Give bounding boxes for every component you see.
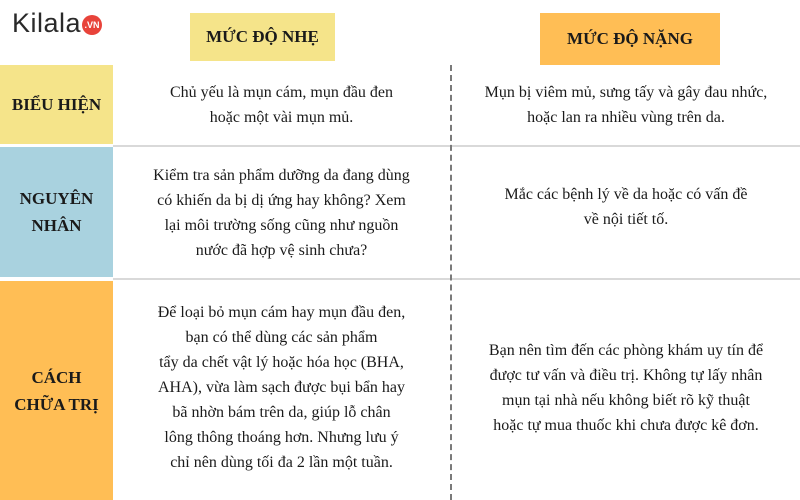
row-divider [113,278,800,280]
cell-treatment-severe-text: Bạn nên tìm đến các phòng khám uy tín để được tư vấn và điều trị. Không tự lấy nhân mụn tại nhà nếu không biết rõ kỹ thuật hoặc tự mua thuốc khi chưa được kê đơn. [488,341,764,434]
cell-causes-mild-text: Kiểm tra sản phẩm dưỡng da đang dùng có khiến da bị dị ứng hay không? Xem lại môi trường sống cũng như nguồn nước đã hợp vệ sinh chưa? [153,166,410,259]
cell-symptoms-severe [452,65,800,145]
row-label-symptoms [0,65,113,144]
logo-vn-badge: .VN [82,15,102,35]
row-label-causes [0,147,113,277]
header-mild: MỨC ĐỘ NHẸ [190,13,335,61]
cell-symptoms-severe-text: Mụn bị viêm mủ, sưng tấy và gây đau nhức, hoặc lan ra nhiều vùng trên da. [484,84,768,126]
cell-treatment-mild-text: Để loại bỏ mụn cám hay mụn đầu đen, bạn có thể dùng các sản phẩm tẩy da chết vật lý hoặc hóa học (BHA, AHA), vừa làm sạch được bụi bẩn hay bã nhờn bám trên da, giúp lỗ chân lông thông thoáng hơn. Nhưng lưu ý chỉ nên dùng tối đa 2 lần một tuần. [157,303,406,471]
cell-causes-severe-text: Mắc các bệnh lý về da hoặc có vấn đề về nội tiết tố. [504,186,748,228]
row-label-symptoms-text: BIỂU HIỆN [11,95,102,114]
row-label-treatment-text: CÁCH CHỮA TRỊ [14,367,99,414]
row-label-treatment [0,281,113,500]
cell-symptoms-mild-text: Chủ yếu là mụn cám, mụn đầu đen hoặc một vài mụn mủ. [169,84,394,126]
kilala-logo[interactable] [12,8,102,39]
row-label-causes-text: NGUYÊN NHÂN [19,189,94,235]
cell-treatment-mild [113,300,450,474]
cell-causes-severe [452,147,800,267]
cell-causes-mild [113,147,450,278]
cell-symptoms-mild [113,65,450,145]
header-severe: MỨC ĐỘ NẶNG [540,13,720,65]
cell-treatment-severe [452,335,800,440]
logo-wordmark: Kilala [12,8,82,38]
